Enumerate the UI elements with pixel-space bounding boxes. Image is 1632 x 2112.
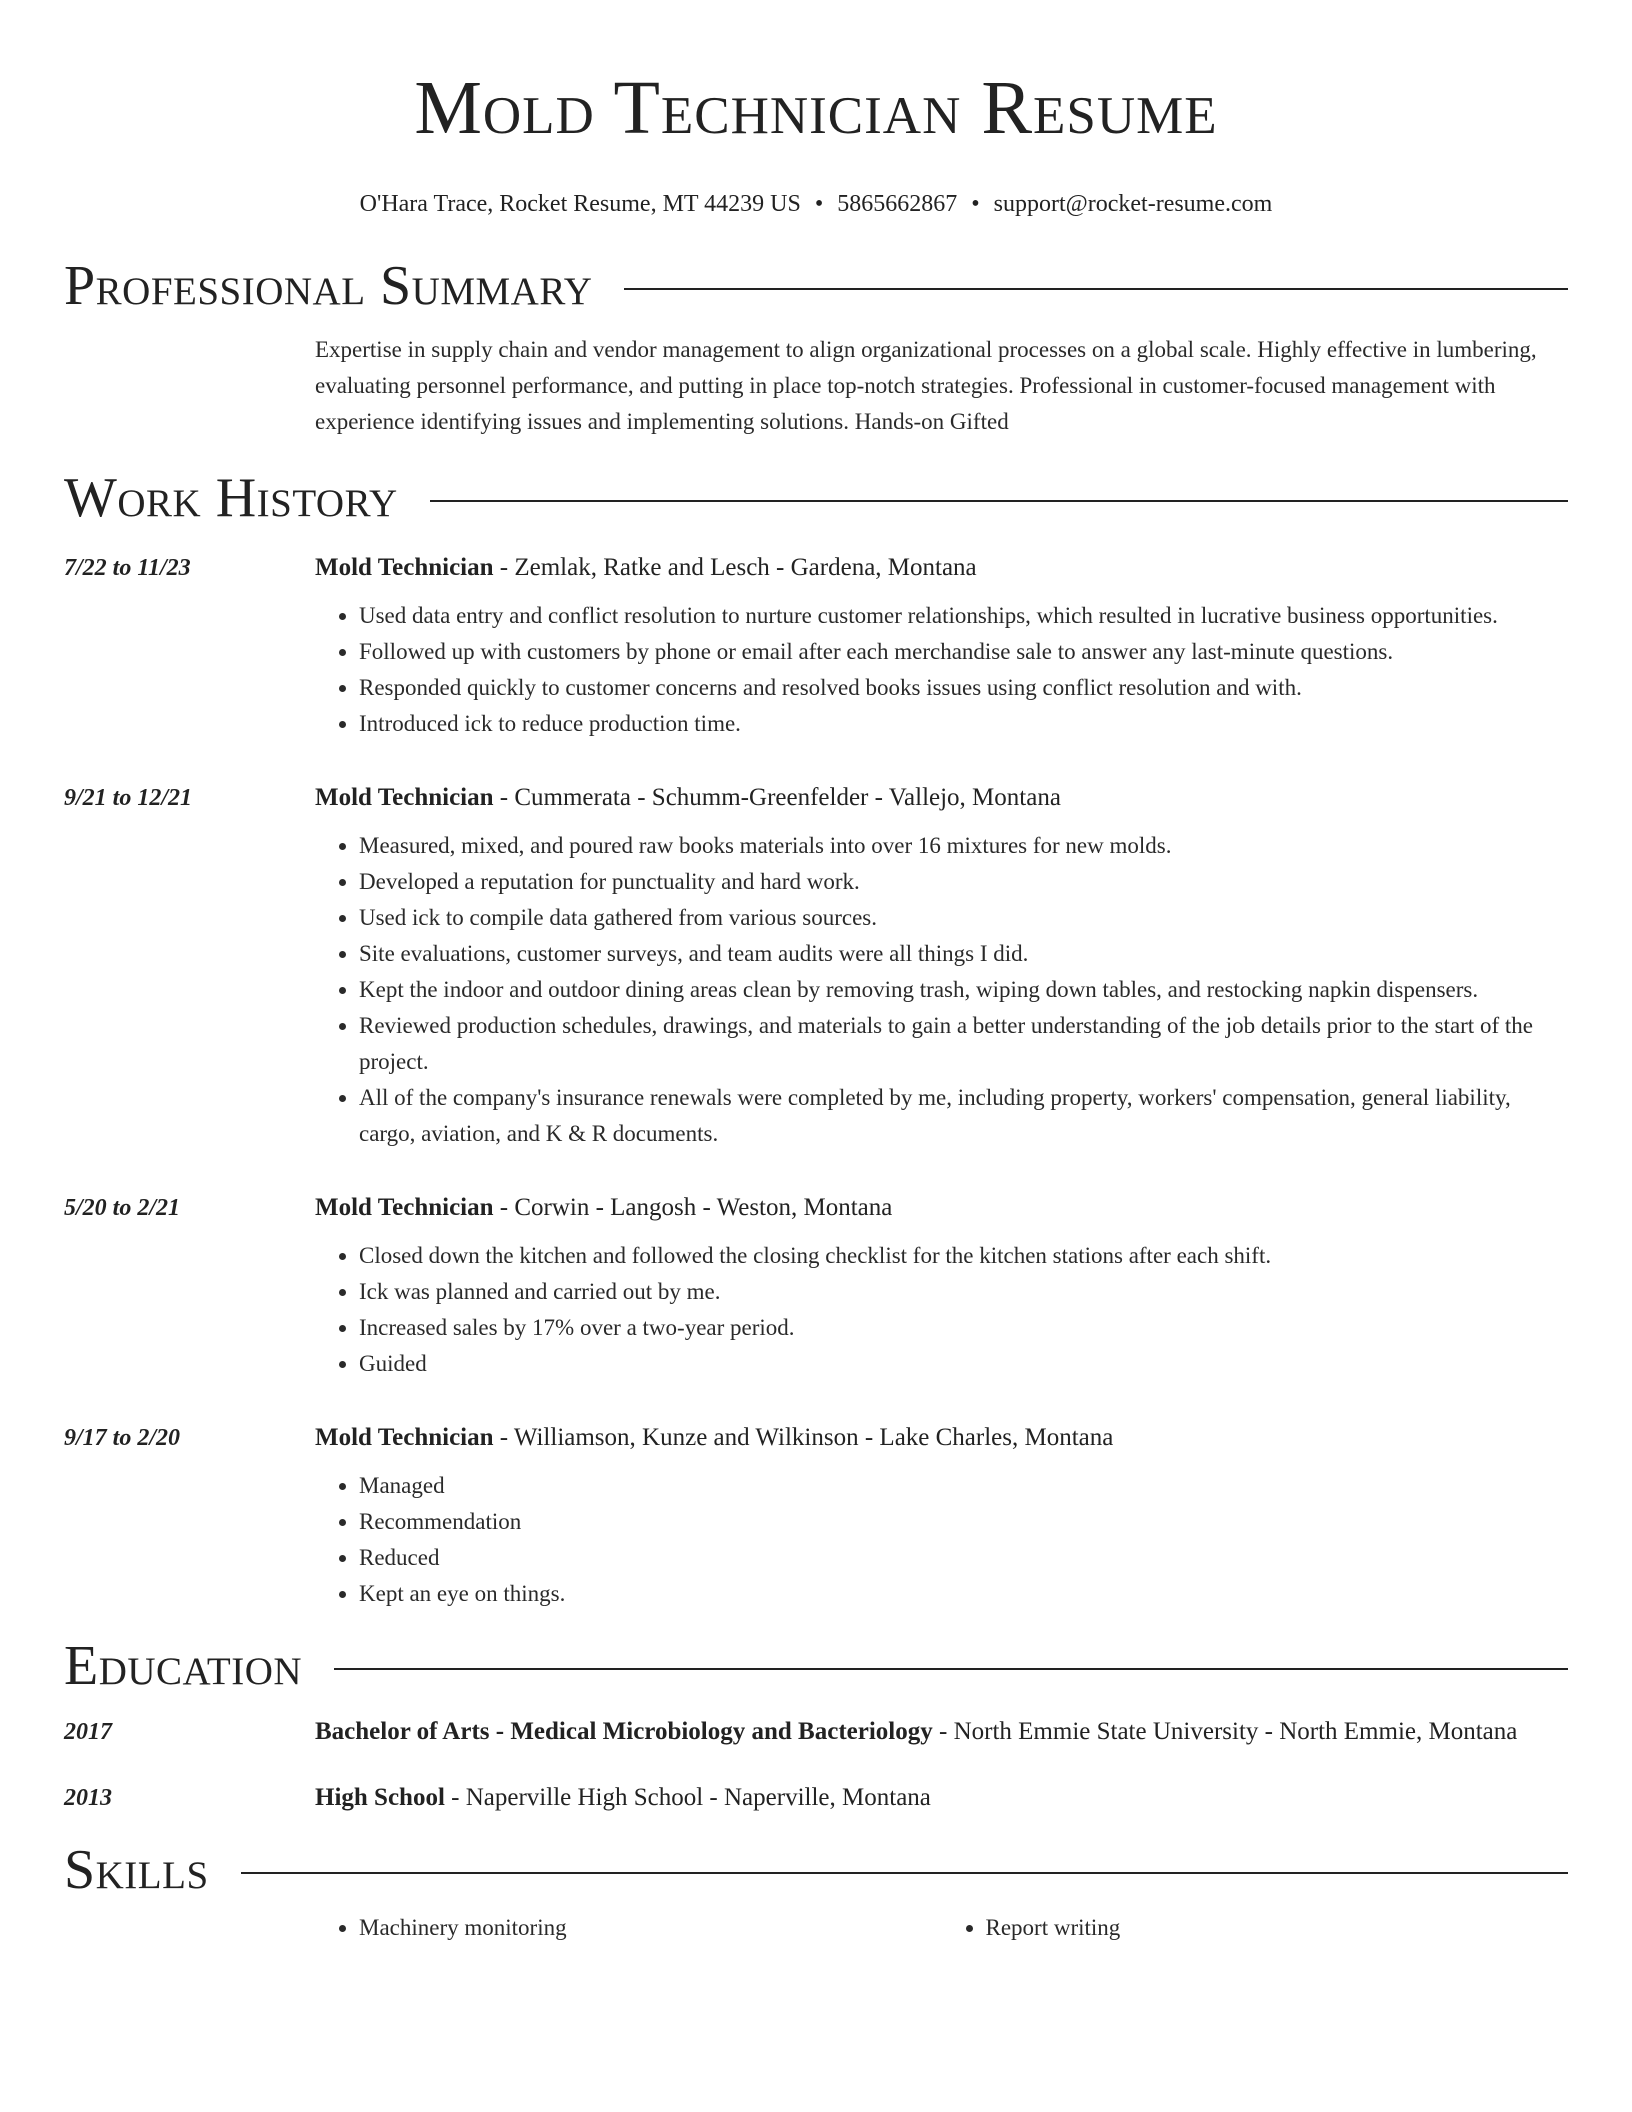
job-employer: - Cummerata - Schumm-Greenfelder - Vallejo, Montana xyxy=(493,784,1061,811)
skill-item: • Report writing xyxy=(986,1910,1569,1946)
job-headline xyxy=(315,1418,1568,1458)
job-entry xyxy=(64,1418,1568,1612)
job-bullets xyxy=(315,598,1568,742)
job-bullet: • Responded quickly to customer concerns and resolved books issues using conflict resolution and with. xyxy=(359,670,1568,706)
job-bullet: • Ick was planned and carried out by me. xyxy=(359,1274,1568,1310)
job-body xyxy=(315,1188,1568,1382)
education-entry xyxy=(64,1778,1568,1818)
education-degree: High School xyxy=(315,1784,445,1811)
summary-section-header xyxy=(64,254,1568,318)
job-bullet: • Guided xyxy=(359,1346,1568,1382)
contact-email: support@rocket-resume.com xyxy=(993,191,1273,217)
job-bullet: • Followed up with customers by phone or email after each merchandise sale to answer any last-minute questions. xyxy=(359,634,1568,670)
job-bullet: • Reduced xyxy=(359,1540,1568,1576)
job-bullet: • Increased sales by 17% over a two-year period. xyxy=(359,1310,1568,1346)
summary-heading: Professional Summary xyxy=(64,255,593,317)
job-entry xyxy=(64,1188,1568,1382)
job-bullet: • Reviewed production schedules, drawings, and materials to gain a better understanding of the job details prior to the start of the project. xyxy=(359,1008,1568,1080)
skills-section-header xyxy=(64,1838,1568,1902)
section-divider xyxy=(430,500,1568,502)
education-heading: Education xyxy=(64,1635,303,1697)
job-bullet: • Site evaluations, customer surveys, and team audits were all things I did. xyxy=(359,936,1568,972)
job-headline xyxy=(315,778,1568,818)
skills-list xyxy=(315,1910,1568,1946)
job-bullet: • Developed a reputation for punctuality and hard work. xyxy=(359,864,1568,900)
job-employer: - Williamson, Kunze and Wilkinson - Lake Charles, Montana xyxy=(493,1424,1114,1451)
job-entry xyxy=(64,548,1568,742)
section-divider xyxy=(624,288,1568,290)
skills-heading: Skills xyxy=(64,1839,209,1901)
education-date: 2017 xyxy=(64,1719,112,1745)
skills-column-left xyxy=(315,1910,942,1946)
job-bullet: • Closed down the kitchen and followed the closing checklist for the kitchen stations after each shift. xyxy=(359,1238,1568,1274)
job-bullet: • Measured, mixed, and poured raw books materials into over 16 mixtures for new molds. xyxy=(359,828,1568,864)
job-bullets xyxy=(315,1468,1568,1612)
education-headline xyxy=(315,1778,1568,1818)
contact-line xyxy=(64,188,1568,220)
job-employer: - Zemlak, Ratke and Lesch - Gardena, Montana xyxy=(493,554,977,581)
job-bullets xyxy=(315,1238,1568,1382)
job-title: Mold Technician xyxy=(315,784,494,811)
resume-page xyxy=(64,0,1568,1946)
job-employer: - Corwin - Langosh - Weston, Montana xyxy=(493,1194,893,1221)
job-bullet: • Kept the indoor and outdoor dining areas clean by removing trash, wiping down tables, and restocking napkin dispensers. xyxy=(359,972,1568,1008)
job-headline xyxy=(315,1188,1568,1228)
job-date: 9/21 to 12/21 xyxy=(64,785,193,811)
education-section-header xyxy=(64,1634,1568,1698)
job-headline xyxy=(315,548,1568,588)
education-body xyxy=(315,1778,1568,1818)
skills-column-right xyxy=(942,1910,1569,1946)
education-degree: Bachelor of Arts - Medical Microbiology and Bacteriology xyxy=(315,1718,933,1745)
work-heading: Work History xyxy=(64,467,398,529)
education-body xyxy=(315,1712,1568,1752)
job-bullet: • Recommendation xyxy=(359,1504,1568,1540)
education-school: - North Emmie State University - North Emmie, Montana xyxy=(932,1718,1518,1745)
job-body xyxy=(315,778,1568,1152)
job-bullet: • Used data entry and conflict resolution to nurture customer relationships, which resulted in lucrative business opportunities. xyxy=(359,598,1568,634)
job-bullet: • Managed xyxy=(359,1468,1568,1504)
work-section-header xyxy=(64,466,1568,530)
education-headline xyxy=(315,1712,1568,1752)
contact-separator: • xyxy=(971,191,980,217)
job-date: 5/20 to 2/21 xyxy=(64,1195,181,1221)
job-bullet: • Kept an eye on things. xyxy=(359,1576,1568,1612)
job-bullet: • Introduced ick to reduce production time. xyxy=(359,706,1568,742)
job-bullet: • All of the company's insurance renewals were completed by me, including property, workers' compensation, general liability, cargo, aviation, and K & R documents. xyxy=(359,1080,1568,1152)
resume-title: Mold Technician Resume xyxy=(414,66,1218,150)
work-history-list xyxy=(64,548,1568,1612)
contact-address: O'Hara Trace, Rocket Resume, MT 44239 US xyxy=(359,191,801,217)
job-bullet: • Used ick to compile data gathered from various sources. xyxy=(359,900,1568,936)
education-entry xyxy=(64,1712,1568,1752)
job-bullets xyxy=(315,828,1568,1152)
job-body xyxy=(315,548,1568,742)
job-title: Mold Technician xyxy=(315,1424,494,1451)
education-date: 2013 xyxy=(64,1785,112,1811)
contact-separator: • xyxy=(814,191,824,217)
job-body xyxy=(315,1418,1568,1612)
job-title: Mold Technician xyxy=(315,554,494,581)
job-title: Mold Technician xyxy=(315,1194,494,1221)
education-school: - Naperville High School - Naperville, Montana xyxy=(444,1784,931,1811)
summary-text: Expertise in supply chain and vendor management to align organizational processes on a global scale. Highly effective in lumbering, evaluating personnel performance, and putting in place top-notch strategies. Professional in customer-focused management with experience identifying issues and implementing solutions. Hands-on Gifted xyxy=(315,337,1537,434)
section-divider xyxy=(241,1872,1568,1874)
education-list xyxy=(64,1712,1568,1818)
job-date: 9/17 to 2/20 xyxy=(64,1425,181,1451)
contact-phone: 5865662867 xyxy=(837,191,958,217)
skill-item: • Machinery monitoring xyxy=(359,1910,942,1946)
job-entry xyxy=(64,778,1568,1152)
section-divider xyxy=(334,1668,1568,1670)
job-date: 7/22 to 11/23 xyxy=(64,555,191,581)
